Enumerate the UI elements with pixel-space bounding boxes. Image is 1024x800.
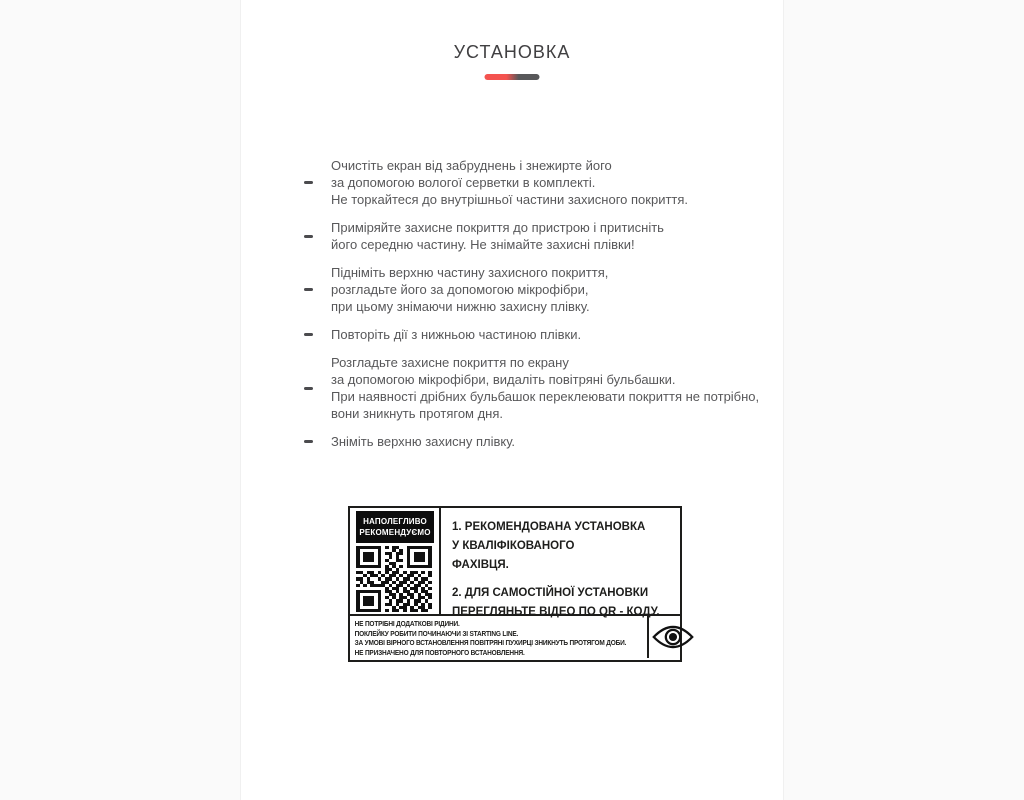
instruction-item (304, 326, 770, 343)
bullet-dash-icon (304, 387, 313, 390)
footnote-line: НЕ ПРИЗНАЧЕНО ДЛЯ ПОВТОРНОГО ВСТАНОВЛЕННЯ. (354, 649, 525, 657)
instruction-list (304, 157, 770, 450)
footnote-line: ПОКЛЕЙКУ РОБИТИ ПОЧИНАЮЧИ ЗІ STARTING LINE. (354, 630, 519, 638)
badge-line: НАПОЛЕГЛИВО (363, 517, 427, 526)
footnote-line: ЗА УМОВІ ВІРНОГО ВСТАНОВЛЕННЯ ПОВІТРЯНІ ПУХИРЦІ ЗНИКНУТЬ ПРОТЯГОМ ДОБИ. (354, 640, 627, 647)
instruction-item (304, 219, 770, 253)
instruction-item (304, 433, 770, 450)
instruction-item (304, 157, 770, 208)
instruction-text: Очистіть екран від забруднень і знежирте його за допомогою вологої серветки в комплекті. Не торкайтеся до внутрішньої частини захисного покриття. (331, 158, 689, 207)
instruction-text: Приміряйте захисне покриття до пристрою і притисніть його середню частину. Не знімайте захисні плівки! (331, 220, 664, 252)
page-title: УСТАНОВКА (453, 42, 571, 62)
eye-icon-cell (647, 616, 697, 658)
eye-icon (652, 624, 694, 650)
instruction-item (304, 354, 770, 422)
footnote-line: НЕ ПОТРІБНІ ДОДАТКОВІ РІДИНИ. (354, 621, 460, 628)
bullet-dash-icon (304, 333, 313, 336)
footnotes (350, 616, 626, 658)
bullet-dash-icon (304, 181, 313, 184)
recommendation-point: 1. РЕКОМЕНДОВАНА УСТАНОВКА У КВАЛІФІКОВАНОГО ФАХІВЦЯ. (452, 521, 646, 571)
bullet-dash-icon (304, 440, 313, 443)
bullet-dash-icon (304, 235, 313, 238)
recommendation-points (441, 508, 680, 618)
badge-line: РЕКОМЕНДУЄМО (359, 528, 431, 537)
instruction-text: Повторіть дії з нижньою частиною плівки. (331, 327, 582, 342)
recommendation-box-top (350, 508, 680, 616)
strongly-recommend-badge (356, 511, 434, 543)
instruction-text: Зніміть верхню захисну плівку. (331, 434, 516, 449)
instruction-text: Розгладьте захисне покриття по екрану за допомогою мікрофібри, видаліть повітряні бульбашки. При наявності дрібних бульбашок переклеювати покриття не потрібно, вони зникнуть протягом дня. (331, 355, 760, 421)
recommendation-box (348, 506, 682, 662)
instruction-text: Підніміть верхню частину захисного покриття, розгладьте його за допомогою мікрофібри, при цьому знімаючи нижню захисну плівку. (331, 265, 609, 314)
recommendation-box-left-cell (350, 508, 441, 614)
instruction-sheet (240, 0, 784, 800)
bullet-dash-icon (304, 288, 313, 291)
instruction-item (304, 264, 770, 315)
recommendation-point: 2. ДЛЯ САМОСТІЙНОЇ УСТАНОВКИ ПЕРЕГЛЯНЬТЕ ВІДЕО ПО QR - КОДУ. (452, 587, 660, 618)
title-underline-accent (485, 74, 540, 80)
recommendation-box-bottom (350, 616, 680, 658)
qr-code (356, 546, 432, 612)
